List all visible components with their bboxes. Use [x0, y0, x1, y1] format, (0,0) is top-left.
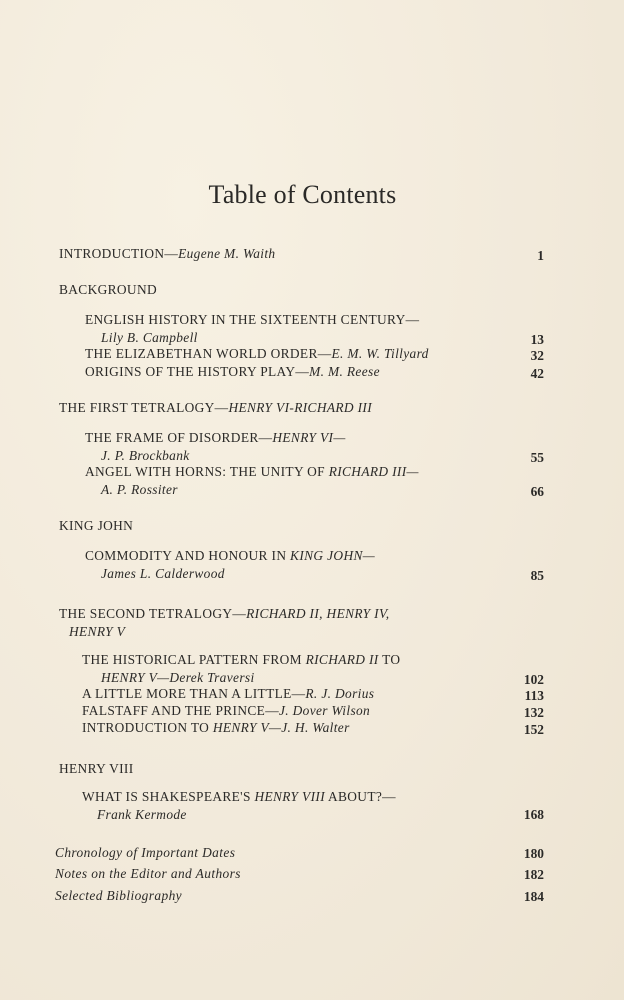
- entry-title: COMMODITY AND HONOUR IN: [85, 548, 291, 563]
- entry-title-italic: HENRY V—: [101, 670, 170, 685]
- entry-title-italic: KING JOHN—: [290, 548, 376, 563]
- toc-entry-falstaff: [82, 703, 370, 719]
- entry-title: THE FRAME OF DISORDER—: [85, 430, 273, 445]
- section-heading: THE SECOND TETRALOGY—: [59, 606, 247, 621]
- entry-author: J. H. Walter: [281, 720, 350, 735]
- page-title: Table of Contents: [208, 180, 397, 209]
- entry-author: Derek Traversi: [169, 670, 255, 685]
- page-number: 102: [523, 672, 544, 687]
- entry-title: A LITTLE MORE THAN A LITTLE—: [82, 686, 306, 701]
- entry-title: THE ELIZABETHAN WORLD ORDER—: [85, 346, 332, 361]
- entry-title: ORIGINS OF THE HISTORY PLAY—: [85, 364, 310, 379]
- entry-author: R. J. Dorius: [305, 686, 375, 701]
- toc-entry-origins-history-play: [85, 364, 380, 380]
- page-number: 85: [530, 568, 544, 583]
- toc-entry-historical-pattern-line2: [101, 670, 255, 686]
- toc-entry-angel-with-horns: [85, 464, 419, 480]
- section-heading-second-tetralogy: [59, 606, 389, 622]
- page-number: 113: [524, 688, 544, 703]
- page-number: 1: [537, 248, 544, 263]
- section-heading-background: BACKGROUND: [59, 282, 157, 297]
- page-number: 132: [523, 705, 544, 720]
- entry-author: James L. Calderwood: [101, 566, 225, 581]
- page-number: 55: [530, 450, 544, 465]
- entry-title-italic: HENRY VIII: [254, 789, 326, 804]
- entry-title-end: TO: [378, 652, 401, 667]
- toc-entry-commodity-and-honour: [85, 548, 375, 564]
- section-heading-king-john: KING JOHN: [59, 518, 134, 533]
- entry-author: M. M. Reese: [309, 364, 380, 379]
- entry-title-end: ABOUT?—: [325, 789, 396, 804]
- toc-entry-intro-henry-v: [82, 720, 350, 736]
- toc-entry-chronology: Chronology of Important Dates: [55, 845, 236, 860]
- page-number: 180: [523, 846, 544, 861]
- toc-entry-frame-of-disorder: [85, 430, 346, 446]
- entry-title: INTRODUCTION—: [59, 246, 179, 261]
- section-subtitle: HENRY VI-RICHARD III: [228, 400, 373, 415]
- entry-title: THE HISTORICAL PATTERN FROM: [82, 652, 306, 667]
- entry-title: WHAT IS SHAKESPEARE'S: [82, 789, 255, 804]
- toc-entry-what-is-shakespeare: [82, 789, 396, 805]
- entry-author: A. P. Rossiter: [101, 482, 178, 497]
- toc-entry-notes: Notes on the Editor and Authors: [55, 866, 241, 881]
- toc-entry-bibliography: Selected Bibliography: [55, 888, 183, 903]
- page-number: 168: [523, 807, 544, 822]
- section-heading: THE FIRST TETRALOGY—: [59, 400, 229, 415]
- entry-author: J. P. Brockbank: [101, 448, 190, 463]
- page-number: 42: [530, 366, 544, 381]
- entry-title: INTRODUCTION TO: [82, 720, 213, 735]
- toc-entry-introduction: [59, 246, 275, 262]
- section-subtitle-continued: HENRY V: [69, 624, 126, 639]
- entry-title-italic: HENRY VI—: [272, 430, 346, 445]
- page-number: 32: [530, 348, 544, 363]
- section-heading-first-tetralogy: [59, 400, 372, 416]
- entry-author: E. M. W. Tillyard: [331, 346, 429, 361]
- page-number: 152: [523, 722, 544, 737]
- entry-title-italic: HENRY V—: [212, 720, 282, 735]
- page-number: 184: [523, 889, 544, 904]
- entry-title-italic: RICHARD III—: [328, 464, 419, 479]
- entry-title: ANGEL WITH HORNS: THE UNITY OF: [85, 464, 329, 479]
- entry-author: Eugene M. Waith: [178, 246, 276, 261]
- toc-entry-historical-pattern: [82, 652, 400, 668]
- toc-entry-little-more: [82, 686, 374, 702]
- page-number: 13: [530, 332, 544, 347]
- toc-entry-english-history: ENGLISH HISTORY IN THE SIXTEENTH CENTURY—: [85, 312, 420, 327]
- page-number: 66: [530, 484, 544, 499]
- page-number: 182: [523, 867, 544, 882]
- section-subtitle: RICHARD II, HENRY IV,: [246, 606, 390, 621]
- entry-author: Lily B. Campbell: [101, 330, 198, 345]
- entry-author: J. Dover Wilson: [278, 703, 371, 718]
- entry-title-italic: RICHARD II: [305, 652, 379, 667]
- entry-title: FALSTAFF AND THE PRINCE—: [82, 703, 279, 718]
- section-heading-henry-viii: HENRY VIII: [59, 761, 134, 776]
- toc-entry-elizabethan-world-order: [85, 346, 429, 362]
- entry-author: Frank Kermode: [97, 807, 187, 822]
